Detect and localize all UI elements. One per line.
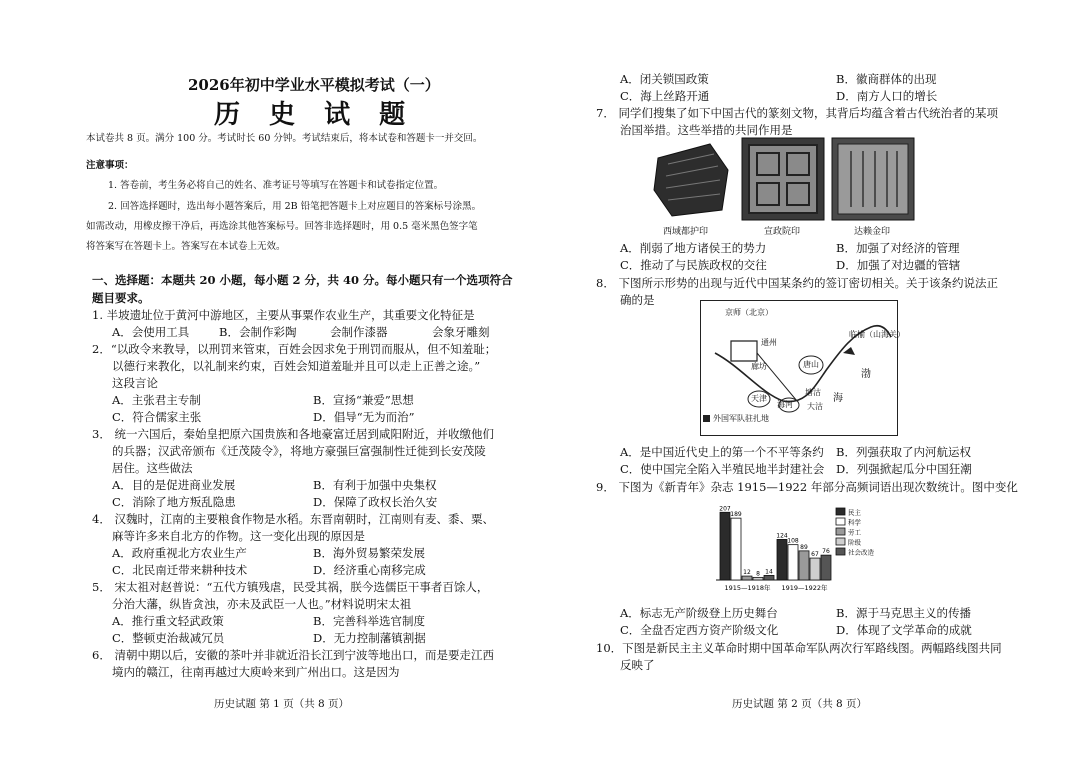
map-label-tianjin: 天津 <box>751 394 767 403</box>
q9-option-a: A．标志无产阶级登上历史舞台 <box>620 606 778 620</box>
q1-option-b: B．会制作彩陶 <box>219 325 297 339</box>
chart-data-label: 76 <box>822 548 830 556</box>
seal-caption-2: 宣政院印 <box>764 227 801 237</box>
chart-legend-label: 阶级 <box>848 538 861 547</box>
chart-category-label: 1919—1922年 <box>781 584 828 592</box>
map-label-dagu: 大沽 <box>807 402 823 411</box>
q8-option-c: C．使中国完全陷入半殖民地半封建社会 <box>620 462 825 476</box>
chart-legend-swatch <box>836 518 845 525</box>
subject-title: 历 史 试 题 <box>214 100 416 130</box>
map-label-hai: 海 <box>833 393 843 404</box>
question-6: 6． 清朝中期以后，安徽的茶叶并非就近沿长江到宁波等地出口，而是要走江西 <box>92 648 494 662</box>
question-7-line2: 治国举措。这些举措的共同作用是 <box>620 123 793 137</box>
section-heading: 一、选择题：本题共 20 小题，每小题 2 分，共 40 分。每小题只有一个选项符合 <box>92 273 513 287</box>
q2-option-c: C．符合儒家主张 <box>112 410 202 424</box>
question-8: 8． 下图所示形势的出现与近代中国某条约的签订密切相关。关于该条约说法正 <box>596 276 998 290</box>
question-5-line2: 分治大藩，纵皆贪浊，亦未及武臣一人也。”材料说明宋太祖 <box>112 597 412 611</box>
q6-option-b: B．徽商群体的出现 <box>836 72 937 86</box>
seal-caption-1: 西域都护印 <box>663 227 709 237</box>
q6-option-c: C．海上丝路开通 <box>620 89 710 103</box>
map-label-haihe: 海河 <box>777 400 793 409</box>
chart-legend-swatch <box>836 528 845 535</box>
chart-data-label: 207 <box>719 505 731 513</box>
map-label-beijing: 京师（北京） <box>725 308 773 317</box>
question-5: 5． 宋太祖对赵普说：“五代方镇残虐，民受其祸，朕今选儒臣干事者百馀人， <box>92 580 489 594</box>
page-right <box>540 0 1080 759</box>
chart-legend-label: 科学 <box>848 518 861 527</box>
question-7: 7． 同学们搜集了如下中国古代的篆刻文物，其背后均蕴含着古代统治者的某项 <box>596 106 998 120</box>
page-footer-right: 历史试题 第 2 页（共 8 页） <box>732 698 868 710</box>
chart-bar <box>753 577 763 580</box>
q6-option-d: D．南方人口的增长 <box>836 89 938 103</box>
map-legend: 外国军队驻扎地 <box>713 414 769 423</box>
q4-option-c: C．北民南迁带来耕种技术 <box>112 563 248 577</box>
chart-data-label: 8 <box>756 570 760 578</box>
chart-data-label: 14 <box>765 568 773 576</box>
treaty-map <box>700 300 905 436</box>
chart-category-label: 1915—1918年 <box>724 584 771 592</box>
chart-bar <box>742 576 752 580</box>
q2-option-d: D．倡导“无为而治” <box>313 410 415 424</box>
q7-option-c: C．推动了与民族政权的交往 <box>620 258 767 272</box>
notice-2a: 2. 回答选择题时，选出每小题答案后，用 2B 铅笔把答题卡上对应题目的答案标号涂黑。 <box>108 201 482 212</box>
question-4-line2: 麻等许多来自北方的作物。这一变化出现的原因是 <box>112 529 365 543</box>
question-3-line3: 居住。这些做法 <box>112 461 193 475</box>
chart-bar <box>788 545 798 580</box>
chart-legend-label: 民主 <box>848 508 861 517</box>
seal-caption-3: 达赖金印 <box>854 227 891 237</box>
q8-option-b: B．列强获取了内河航运权 <box>836 445 971 459</box>
q7-option-b: B．加强了对经济的管理 <box>836 241 960 255</box>
chart-data-label: 124 <box>776 532 788 540</box>
q2-option-b: B．宣扬“兼爱”思想 <box>313 393 414 407</box>
q5-option-a: A．推行重文轻武政策 <box>112 614 224 628</box>
seal-dalai-drawing <box>831 137 915 221</box>
seal-image-xuanzheng <box>741 137 825 221</box>
chart-legend-swatch <box>836 508 845 515</box>
q2-option-a: A．主张君主专制 <box>112 393 201 407</box>
chart-legend-label: 劳工 <box>848 528 861 537</box>
chart-data-label: 12 <box>743 569 751 577</box>
chart-bar <box>720 512 730 580</box>
q1-option-a: A．会使用工具 <box>112 325 190 339</box>
q6-option-a: A．闭关锁国政策 <box>620 72 709 86</box>
q3-option-c: C．消除了地方叛乱隐患 <box>112 495 236 509</box>
seal-xiyu-drawing <box>650 140 732 220</box>
question-2-line2: 以德行来教化，以礼制来约束，百姓会知道羞耻并且可以走上正善之途。” <box>112 359 481 373</box>
chart-legend-label: 社会改造 <box>848 548 874 557</box>
q3-option-d: D．保障了政权长治久安 <box>313 495 438 509</box>
question-10: 10．下图是新民主主义革命时期中国革命军队两次行军路线图。两幅路线图共同 <box>596 641 1002 655</box>
chart-bar <box>810 558 820 580</box>
chart-bar <box>821 555 831 580</box>
q5-option-d: D．无力控制藩镇割据 <box>313 631 426 645</box>
question-2: 2．“以政令来教导，以刑罚来管束，百姓会因求免于刑罚而服从，但不知羞耻； <box>92 342 497 356</box>
question-4: 4． 汉魏时，江南的主要粮食作物是水稻。东晋南朝时，江南则有麦、黍、粟、 <box>92 512 494 526</box>
chart-bar <box>799 551 809 580</box>
section-heading-cont: 题目要求。 <box>92 291 150 305</box>
q4-option-d: D．经济重心南移完成 <box>313 563 426 577</box>
frequency-chart-svg <box>710 500 890 600</box>
map-label-tanggu: 塘沽 <box>805 388 821 397</box>
map-label-tongzhou: 通州 <box>761 338 777 347</box>
notice-2b: 如需改动，用橡皮擦干净后，再选涂其他答案标号。回答非选择题时，用 0.5 毫米黑色签字笔 <box>86 221 478 232</box>
question-8-line2: 确的是 <box>620 293 655 307</box>
question-1: 1. 半坡遗址位于黄河中游地区，主要从事粟作农业生产，其重要文化特征是 <box>92 308 475 322</box>
exam-title: 2026年初中学业水平模拟考试（一） <box>188 76 440 94</box>
chart-data-label: 189 <box>730 511 742 519</box>
q1-option-d: 会象牙雕刻 <box>432 325 490 339</box>
frequency-chart <box>710 500 890 600</box>
q3-option-b: B．有利于加强中央集权 <box>313 478 437 492</box>
q7-option-a: A．削弱了地方诸侯王的势力 <box>620 241 767 255</box>
exam-intro: 本试卷共 8 页。满分 100 分。考试时长 60 分钟。考试结束后，将本试卷和答题卡一并交回。 <box>86 133 483 144</box>
chart-legend-swatch <box>836 538 845 545</box>
q9-option-d: D．体现了文学革命的成就 <box>836 623 972 637</box>
q5-option-b: B．完善科举选官制度 <box>313 614 425 628</box>
q9-option-b: B．源于马克思主义的传播 <box>836 606 971 620</box>
chart-legend-swatch <box>836 548 845 555</box>
chart-bar <box>764 575 774 580</box>
notice-1: 1. 答卷前，考生务必将自己的姓名、准考证号等填写在答题卡和试卷指定位置。 <box>108 180 444 191</box>
q8-option-a: A．是中国近代史上的第一个不平等条约 <box>620 445 824 459</box>
map-label-bo: 渤 <box>861 369 871 380</box>
question-2-line3: 这段言论 <box>112 376 158 390</box>
notice-heading: 注意事项： <box>86 160 134 171</box>
seal-image-dalai <box>831 137 915 221</box>
chart-bar <box>777 539 787 580</box>
page-footer-left: 历史试题 第 1 页（共 8 页） <box>214 698 350 710</box>
q8-option-d: D．列强掀起瓜分中国狂潮 <box>836 462 972 476</box>
notice-2c: 将答案写在答题卡上。答案写在本试卷上无效。 <box>86 241 286 252</box>
map-label-linyu: 临榆（山海关） <box>849 330 905 339</box>
q7-option-d: D．加强了对边疆的管辖 <box>836 258 961 272</box>
chart-bar <box>731 518 741 580</box>
question-6-line2: 境内的赣江，往南再越过大庾岭来到广州出口。这是因为 <box>112 665 400 679</box>
question-10-line2: 反映了 <box>620 658 655 672</box>
chart-data-label: 67 <box>811 551 819 559</box>
chart-data-label: 89 <box>800 543 808 551</box>
question-3: 3． 统一六国后，秦始皇把原六国贵族和各地豪富迁居到咸阳附近，并收缴他们 <box>92 427 494 441</box>
q1-option-c: 会制作漆器 <box>330 325 388 339</box>
seal-xuanzheng-drawing <box>741 137 825 221</box>
q9-option-c: C．全盘否定西方资产阶级文化 <box>620 623 779 637</box>
seal-image-xiyu <box>650 140 732 220</box>
q4-option-b: B．海外贸易繁荣发展 <box>313 546 425 560</box>
question-3-line2: 的兵器；汉武帝颁布《迁茂陵令》，将地方豪强巨富强制性迁徙到长安茂陵 <box>112 444 486 458</box>
map-label-langfang: 廊坊 <box>751 362 767 371</box>
q3-option-a: A．目的是促进商业发展 <box>112 478 236 492</box>
chart-data-label: 108 <box>787 537 799 545</box>
q5-option-c: C．整顿吏治裁减冗员 <box>112 631 225 645</box>
q4-option-a: A．政府重视北方农业生产 <box>112 546 247 560</box>
question-9: 9． 下图为《新青年》杂志 1915—1922 年部分高频词语出现次数统计。图中变化 <box>596 480 1018 494</box>
map-label-tangshan: 唐山 <box>803 360 819 369</box>
